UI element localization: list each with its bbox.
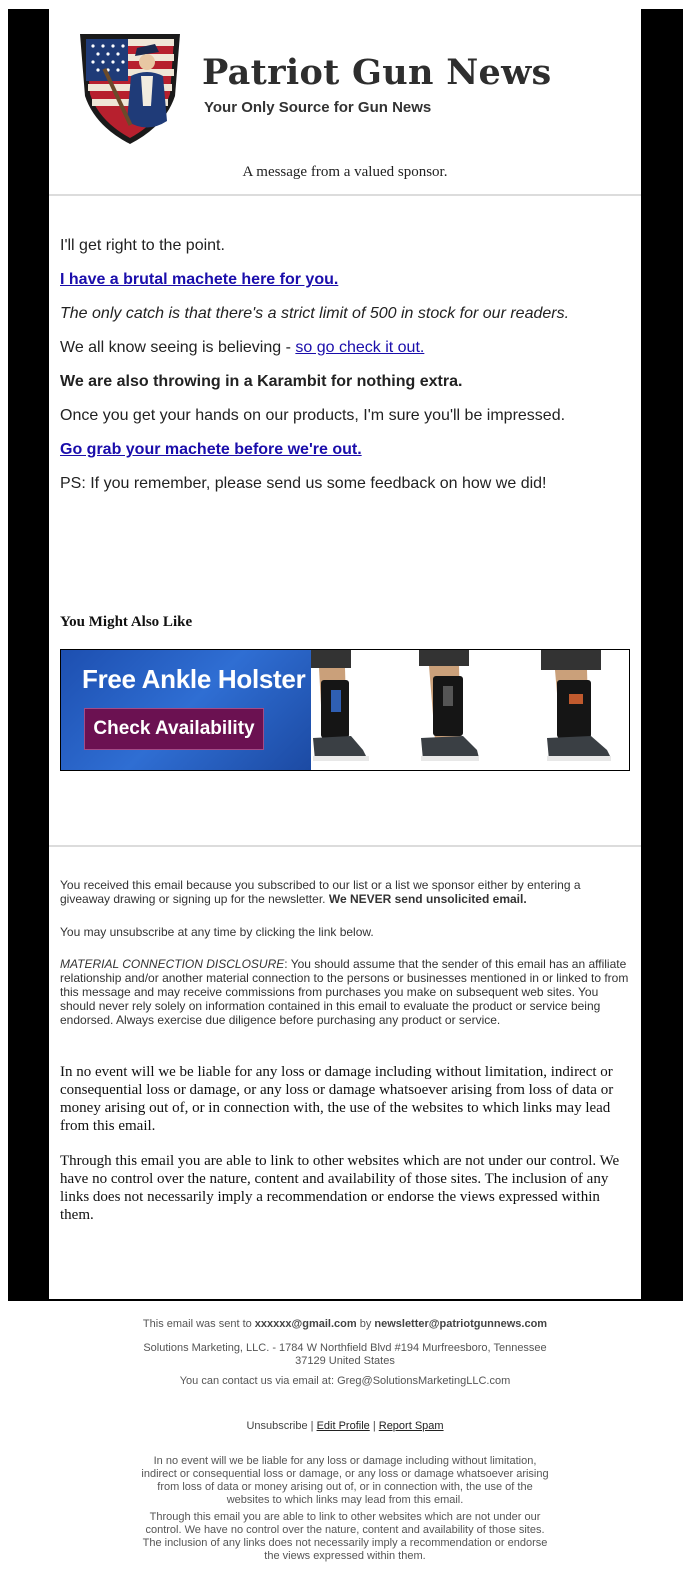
unsolicited-notice: We NEVER send unsolicited email.: [328, 892, 527, 906]
grab-machete-link[interactable]: Go grab your machete before we're out.: [60, 441, 362, 458]
edit-profile-link[interactable]: Edit Profile: [316, 1420, 370, 1432]
email-frame: [8, 9, 683, 1301]
footer-liability: In no event will we be liable for any loss or damage including without limitation, indirect or consequential loss or damage, or any loss or damage whatsoever arising from loss of data or money arising out of, or in connection with, the use of the websites to which links may lead from this email.: [141, 1455, 549, 1506]
brand-title: Patriot Gun News: [202, 52, 552, 93]
check-availability-button[interactable]: Check Availability: [84, 708, 264, 750]
karambit-line: We are also throwing in a Karambit for nothing extra.: [60, 373, 463, 390]
banner-title: Free Ankle Holster: [82, 664, 306, 694]
header-divider: [49, 194, 641, 196]
seeing-believing-text: We all know seeing is believing -: [60, 339, 296, 356]
email-body: [49, 9, 641, 1299]
mailing-address: Solutions Marketing, LLC. - 1784 W Northfield Blvd #194 Murfreesboro, Tennessee 37129 United States: [143, 1342, 547, 1367]
intro-line: I'll get right to the point.: [60, 237, 225, 254]
link-separator: |: [369, 1420, 379, 1432]
material-disclosure-text: : You should assume that the sender of this email has an affiliate relationship and/or another material connection to the persons or businesses mentioned in or linked to from this message and may receive commissions from purchases you make on subsequent web sites. You should never rely solely on information contained in this email to evaluate the product or service being endorsed. Always exercise due diligence before purchasing any product or service.: [60, 957, 629, 1027]
banner-promo-panel: [61, 650, 311, 770]
report-spam-link[interactable]: Report Spam: [378, 1420, 444, 1432]
link-separator: |: [307, 1420, 317, 1432]
unsubscribe-notice: You may unsubscribe at any time by clicking the link below.: [60, 925, 374, 939]
sent-prefix: This email was sent to: [142, 1318, 255, 1330]
also-like-heading: You Might Also Like: [60, 614, 193, 630]
footer-links: [140, 1420, 550, 1433]
external-links-disclaimer: Through this email you are able to link to other websites which are not under our control. We have no control over the nature, content and availability of those sites. The inclusion of any links does not necessarily imply a recommendation or endorse the views expressed within them.: [60, 1153, 620, 1223]
ps-line: PS: If you remember, please send us some feedback on how we did!: [60, 475, 547, 492]
sponsor-line: A message from a valued sponsor.: [242, 164, 448, 180]
footer-external-links: Through this email you are able to link to other websites which are not under our control. We have no control over the nature, content and availability of those sites. The inclusion of any links does not necessarily imply a recommendation or endorse the views expressed within them.: [142, 1511, 548, 1562]
material-disclosure-label: MATERIAL CONNECTION DISCLOSURE: [60, 957, 285, 971]
ankle-holster-photo-icon: [311, 650, 629, 770]
patriot-shield-logo-icon: [75, 26, 185, 146]
brand-tagline: Your Only Source for Gun News: [204, 99, 432, 116]
stock-limit-line: The only catch is that there's a strict limit of 500 in stock for our readers.: [60, 305, 570, 322]
sent-mid: by: [356, 1318, 375, 1330]
recipient-email: xxxxxx@gmail.com: [254, 1318, 357, 1330]
sender-email: newsletter@patriotgunnews.com: [374, 1318, 548, 1330]
sent-to-line: [140, 1318, 550, 1331]
seeing-believing-line: [60, 339, 424, 357]
unsubscribe-link[interactable]: Unsubscribe: [246, 1420, 308, 1432]
material-disclosure: [60, 957, 630, 1027]
subscription-notice-text: You received this email because you subscribed to our list or a list we sponsor either by entering a giveaway drawing or signing up for the newsletter.: [60, 878, 581, 906]
content-divider: [49, 845, 641, 847]
machete-link[interactable]: I have a brutal machete here for you.: [60, 271, 339, 288]
ankle-holster-banner[interactable]: [60, 649, 630, 771]
contact-line: You can contact us via email at: Greg@SolutionsMarketingLLC.com: [179, 1375, 511, 1387]
subscription-notice: [60, 878, 630, 906]
impressed-line: Once you get your hands on our products, I'm sure you'll be impressed.: [60, 407, 566, 424]
check-it-out-link[interactable]: so go check it out.: [295, 339, 425, 356]
liability-disclaimer: In no event will we be liable for any loss or damage including without limitation, indirect or consequential loss or damage, or any loss or damage whatsoever arising from loss of data or money arising out of, or in connection with, the use of the websites to which links may lead from this email.: [60, 1064, 614, 1134]
